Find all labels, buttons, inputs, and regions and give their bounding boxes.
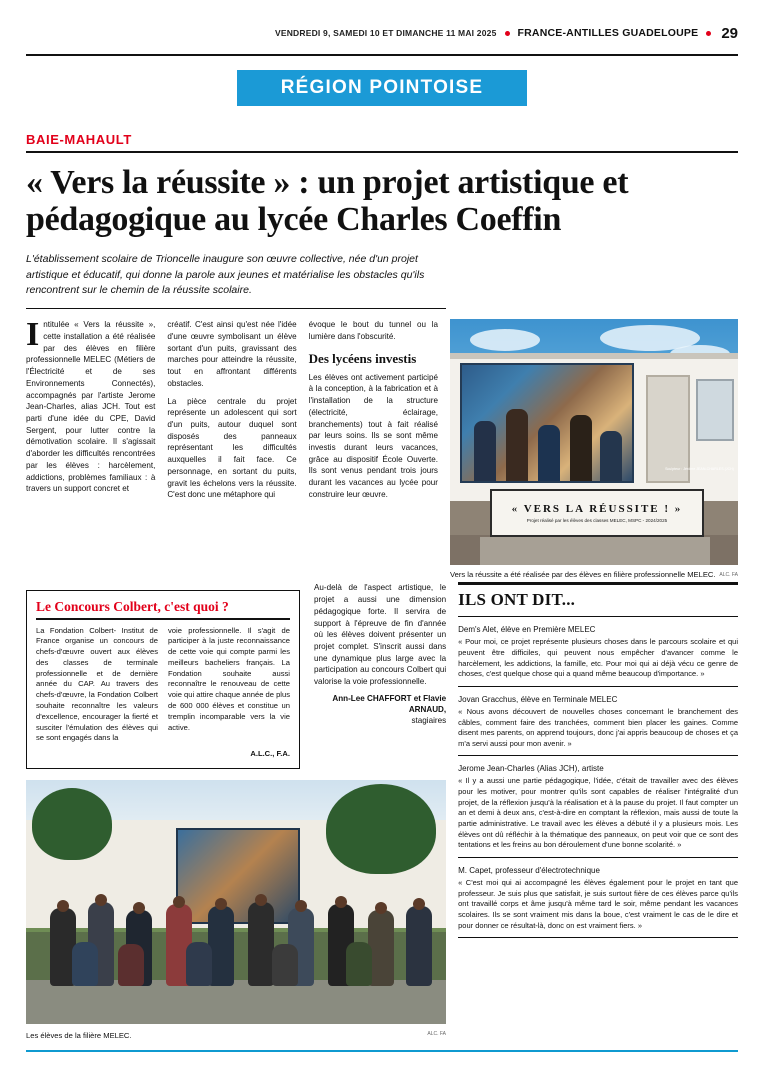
quote-author-name: Jovan Gracchus, xyxy=(458,694,519,704)
student-figure-kneeling xyxy=(186,942,212,986)
article-kicker: BAIE-MAHAULT xyxy=(26,132,132,147)
tree-shape xyxy=(32,788,112,860)
quote-author-name: M. Capet, xyxy=(458,865,493,875)
student-head xyxy=(133,902,145,914)
student-head xyxy=(173,896,185,908)
quote-item xyxy=(458,624,738,687)
student-head xyxy=(295,900,307,912)
main-photo-caption xyxy=(450,570,738,580)
quote-author-name: Dem's Alet, xyxy=(458,625,499,635)
quote-author xyxy=(458,865,738,875)
tree-shape xyxy=(326,784,436,874)
quote-item xyxy=(458,694,738,757)
paragraph: évoque le bout du tunnel ou la lumière dans l'obscurité. xyxy=(308,320,438,341)
caption-text: Vers la réussite a été réalisée par des élèves en filière professionnelle MELEC. xyxy=(449,570,716,580)
quote-separator xyxy=(458,686,738,687)
colbert-info-box xyxy=(26,590,300,769)
section-subheading: Des lycéens investis xyxy=(308,350,417,366)
student-figure xyxy=(406,906,432,986)
section-banner: RÉGION POINTOISE xyxy=(237,70,528,106)
article-standfirst: L'établissement scolaire de Trioncelle inaugure son œuvre collective, née d'un projet artistique et éducatif, qui donne la parole aux jeunes et matérialise les obstacles qu'ils rencontrent sur le chemin de la réussite scolaire. xyxy=(26,253,425,296)
artwork-sign-title: « VERS LA RÉUSSITE ! » xyxy=(511,503,683,516)
quotes-title: ILS ONT DIT... xyxy=(458,590,576,610)
masthead-publication: FRANCE-ANTILLES GUADELOUPE xyxy=(517,27,699,39)
mural-credit-text: Sculpteur : Jérôme JEAN-CHARLES (JCH) xyxy=(665,467,734,472)
mural-artwork xyxy=(176,828,300,924)
mural-figure xyxy=(538,425,560,481)
student-head xyxy=(215,898,227,910)
student-head xyxy=(57,900,69,912)
section-banner-wrap xyxy=(26,70,738,106)
mural-artwork xyxy=(460,363,634,483)
quote-author-role: élève en Terminale MELEC xyxy=(520,694,618,704)
quote-text: « C'est moi qui ai accompagné les élèves également pour le projet en tant que professeur. Je suis plus que satisfait, je suis surtout fière de ces élèves parce qu'ils ont travaillé corps et âme jusqu'à même tard le soir, même pendant les vacances scolaires. Ils se sont vraiment mis dans la boue, c'est vraiment le cas de le dire et pour donner ce résultat-là, donc on est vraiment fiers. » xyxy=(458,877,738,930)
quotes-section xyxy=(458,582,738,938)
quote-separator xyxy=(458,857,738,858)
building-window xyxy=(696,379,734,441)
quote-author-role: élève en Première MELEC xyxy=(500,625,596,635)
main-photo xyxy=(450,319,738,565)
student-figure-kneeling xyxy=(118,944,144,986)
quote-author xyxy=(458,763,738,773)
masthead xyxy=(26,0,738,50)
photo-credit: ALC. FA xyxy=(427,1031,446,1037)
student-head xyxy=(375,902,387,914)
paragraph: Intitulée « Vers la réussite », cette installation a été réalisée par des élèves en filière professionnelle MELEC (Métiers de l'Électricité et de ses Environnements Connectés), accompagnés par l'artiste Jerome Jean-Charles, alias JCH. Tout est parti d'une idée du CPE, David Sergent, pour lutter contre la démotivation scolaire. Il s'agissait d'aborder les difficultés rencontrées par les élèves : harcèlement, addictions, problèmes familiaux : à travers un support concret et xyxy=(26,316,156,494)
paragraph: Au-delà de l'aspect artistique, le projet a aussi une dimension pédagogique forte. Il servira de support à l'épreuve de fin d'année où les élèves doivent présenter un projet complet. S'inscrit aussi dans une dynamique plus large avec la participation au concours Colbert qui valorise la voie professionnelle. xyxy=(313,583,447,687)
group-photo xyxy=(26,780,446,1024)
quote-text: « Nous avons découvert de nouvelles choses concernant le branchement des câbles, comment faire des tranchées, comment bien placer les gaines. Comme disent mes parents, on apprend toujours, donc j'ai appris beaucoup de choses et ça m'a servi aussi pour mon avenir. » xyxy=(458,706,738,748)
colbert-box-title: Le Concours Colbert, c'est quoi ? xyxy=(36,599,229,615)
photo-path xyxy=(26,980,446,1024)
article-body xyxy=(26,316,738,580)
main-photo-block xyxy=(450,319,738,580)
paragraph: voie professionnelle. Il s'agit de participer à la juste reconnaissance de cette voie qui compte parmi les meilleurs bacheliers français. La Fondation souhaite aussi reconnaître le renouveau de cette voie qui attire chaque année de plus de 600 000 élèves et constitue un tremplin incomparable vers la vie active. xyxy=(168,625,291,732)
signature-role: stagiaires xyxy=(411,715,447,725)
masthead-rule xyxy=(26,54,738,56)
student-head xyxy=(255,894,267,906)
paragraph: La pièce centrale du projet représente un adolescent qui sort d'un puits, autour duquel sont disposés des panneaux représentant les difficultés auxquelles il fait face. Ce personnage, en sortant du puits, gravit les échelons vers la réussite. C'est donc une métaphore qui xyxy=(167,396,297,500)
paragraph: La Fondation Colbert- Institut de France organise un concours de chefs-d'œuvre ouvert aux élèves des classes de terminale professionnelle et de dernière année du CAP. Au travers des chefs-d'œuvre, la Fondation Colbert souhaite reconnaître les valeurs d'excellence, encourager la fierté et susciter l'émulation des élèves qui se sont engagés dans la xyxy=(36,625,158,743)
quote-separator xyxy=(458,616,738,617)
column-2 xyxy=(167,319,296,580)
quote-text: « Il y a aussi une partie pédagogique, l'idée, c'était de travailler avec des élèves pour les motiver, pour montrer qu'ils sont capables de réaliser l'intégralité d'un projet, de la réflexion jusqu'à la réalisation et à la pause du projet. Il faut compter un an et demi à deux ans, c'est-à-dire en comptant la réflexion, mais aussi de toute la partie administrative. Le travail avec les élèves a débuté il y a plusieurs mois. Les élèves ont dû réfléchir à la thématique des panneaux, on peut voir que ce sont des tentations et les freins au bon déroulement d'une bonne scolarité. » xyxy=(458,776,738,850)
quote-author-role: professeur d'électrotechnique xyxy=(495,865,600,875)
mural-figure xyxy=(600,431,622,481)
footer-rule xyxy=(26,1050,738,1052)
quote-text: « Pour moi, ce projet représente plusieurs choses dans le parcours scolaire et qui peuvent être difficiles, qui peuvent nous empêcher d'avancer comme le harcèlement, les addictions, la famille, etc. Pour moi qui ai déjà vécu ce genre de choses, c'est quelque chose qui a quand même beaucoup d'importance. » xyxy=(458,637,738,679)
student-head xyxy=(335,896,347,908)
quote-author xyxy=(458,624,738,634)
quote-item xyxy=(458,763,738,857)
quote-item xyxy=(458,865,738,938)
caption-text: Les élèves de la filière MELEC. xyxy=(26,1031,132,1040)
student-figure-kneeling xyxy=(346,942,372,986)
artwork-sign-subtitle: Projet réalisé par les élèves des classes MELEC, MSPC - 2024/2025 xyxy=(526,518,668,524)
column-1 xyxy=(26,316,156,580)
page-title: « Vers la réussite » : un projet artistique et pédagogique au lycée Charles Coeffin xyxy=(26,164,629,238)
student-head xyxy=(413,898,425,910)
student-figure-kneeling xyxy=(72,942,98,986)
paragraph: créatif. C'est ainsi qu'est née l'idée d'une œuvre symbolisant un élève sortant d'un puits, gravissant des marches pour atteindre la réussite, tout en affrontant différents obstacles. xyxy=(167,320,297,388)
photo-credit: ALC. FA xyxy=(719,572,738,579)
masthead-bullet-icon xyxy=(505,31,510,36)
kicker-rule xyxy=(26,151,738,153)
masthead-date: VENDREDI 9, SAMEDI 10 ET DIMANCHE 11 MAI 2025 xyxy=(274,28,497,38)
column-3 xyxy=(309,319,438,580)
quotes-top-rule xyxy=(458,582,738,585)
colbert-box-rule xyxy=(36,618,290,619)
article-signature xyxy=(314,694,446,727)
masthead-bullet-icon-2 xyxy=(706,31,711,36)
page-number: 29 xyxy=(721,24,738,42)
artwork-sign xyxy=(490,489,704,537)
standfirst-rule xyxy=(26,308,446,309)
mural-figure xyxy=(506,409,528,481)
paragraph: Les élèves ont activement participé à la conception, à la fabrication et à l'installation de la structure (électricité, éclairage, branchements) tout à fait réalisé par leurs soins. Ils se sont même investis durant leurs vacances, grâce au dispositif École Ouverte. Ils sont venus pendant trois jours durant les vacances au lycée pour construire leur œuvre. xyxy=(308,372,438,499)
student-head xyxy=(95,894,107,906)
quote-author xyxy=(458,694,738,704)
student-figure xyxy=(248,902,274,986)
colbert-box-columns xyxy=(36,626,290,745)
group-photo-caption xyxy=(26,1031,446,1040)
quote-separator xyxy=(458,937,738,938)
student-figure-kneeling xyxy=(272,944,298,986)
quote-author-role: artiste xyxy=(581,764,604,774)
signature-names: Ann-Lee CHAFFORT et Flavie ARNAUD, xyxy=(332,693,447,714)
mural-figure xyxy=(570,415,592,481)
colbert-box-signature: A.L.C., F.A. xyxy=(250,749,290,759)
quote-author-name: Jerome Jean-Charles (Alias JCH), xyxy=(458,764,580,774)
cloud-shape xyxy=(470,329,540,351)
mural-figure xyxy=(474,421,496,481)
quote-separator xyxy=(458,755,738,756)
sculpture-plinth xyxy=(480,537,710,565)
